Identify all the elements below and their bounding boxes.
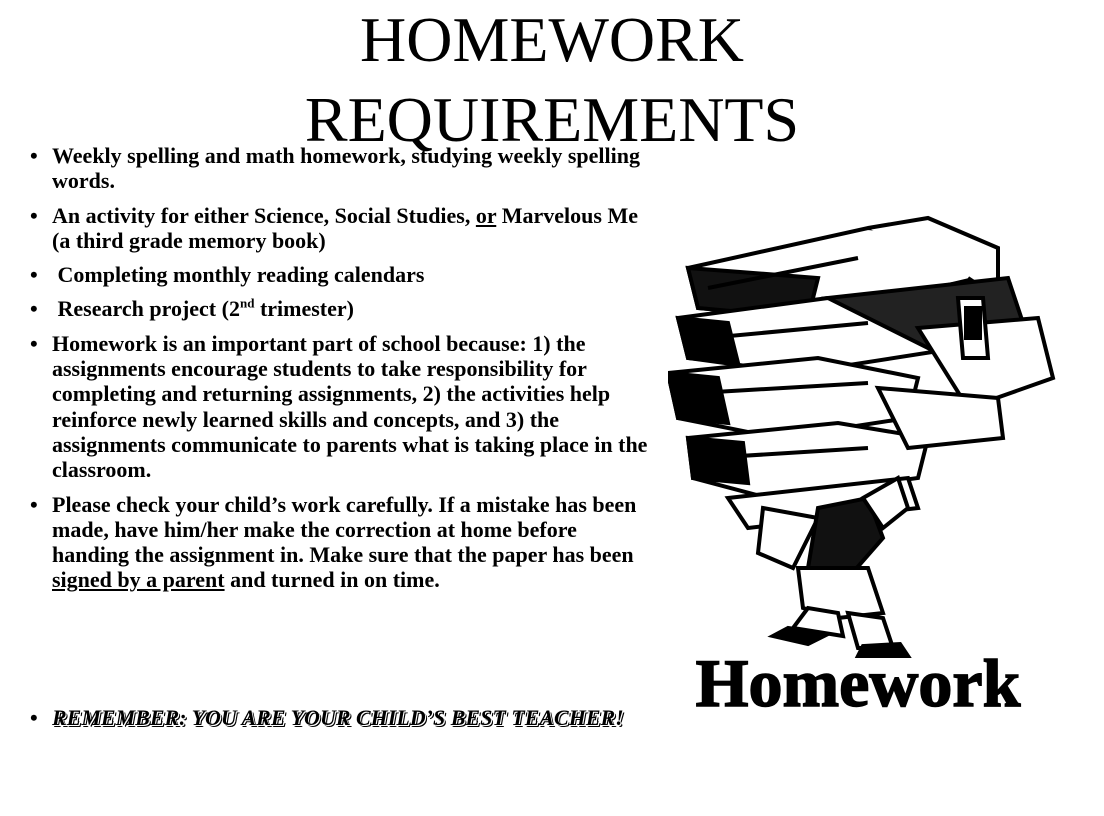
- list-item: [30, 203, 652, 254]
- underlined-or: or: [475, 202, 497, 228]
- book-stack-icon: [668, 218, 1053, 528]
- list-item: [30, 492, 652, 593]
- bullet-text-check-work: Please check your child’s work carefully. If a mistake has been made, have him/her make the correction at home before handing the assignment in. Make sure that the paper has been signed by a parent and turned in on time.: [52, 491, 637, 593]
- bullet-text-activity: An activity for either Science, Social Studies, or Marvelous Me (a third grade memory book): [52, 202, 638, 253]
- bullet-dot: •: [30, 705, 38, 730]
- list-item: [30, 296, 652, 321]
- list-item: [30, 262, 652, 287]
- bullet-text-calendars: Completing monthly reading calendars: [57, 262, 425, 288]
- bullet-text-spelling: Weekly spelling and math homework, studying weekly spelling words.: [52, 143, 640, 194]
- underlined-signed: signed by a parent: [52, 567, 225, 593]
- bullet-text-importance: Homework is an important part of school because: 1) the assignments encourage students to take responsibility for completing and returning assignments, 2) the activities help reinforce newly learned skills and concepts, and 3) the assignments communicate to parents what is taking place in the classroom.: [52, 330, 648, 483]
- remember-list: [30, 705, 652, 730]
- title-line-1: HOMEWORK: [360, 4, 744, 75]
- title-line-2: REQUIREMENTS: [304, 84, 800, 155]
- requirements-list: [30, 143, 652, 602]
- bullet-dot: •: [30, 330, 38, 356]
- remember-text: REMEMBER: YOU ARE YOUR CHILD’S BEST TEACHER!: [52, 705, 624, 730]
- list-item: [30, 705, 652, 730]
- page-title: [0, 0, 1104, 160]
- bullet-dot: •: [30, 491, 38, 517]
- bullet-dot: •: [30, 262, 38, 288]
- list-item: [30, 331, 652, 483]
- list-item: [30, 143, 652, 194]
- bullet-dot: •: [30, 202, 38, 228]
- bullet-dot: •: [30, 296, 38, 322]
- bullet-text-research: Research project (2nd trimester): [57, 296, 354, 322]
- clipart-label: Homework: [695, 645, 1021, 721]
- bullet-dot: •: [30, 143, 38, 168]
- homework-clipart: [668, 208, 1068, 728]
